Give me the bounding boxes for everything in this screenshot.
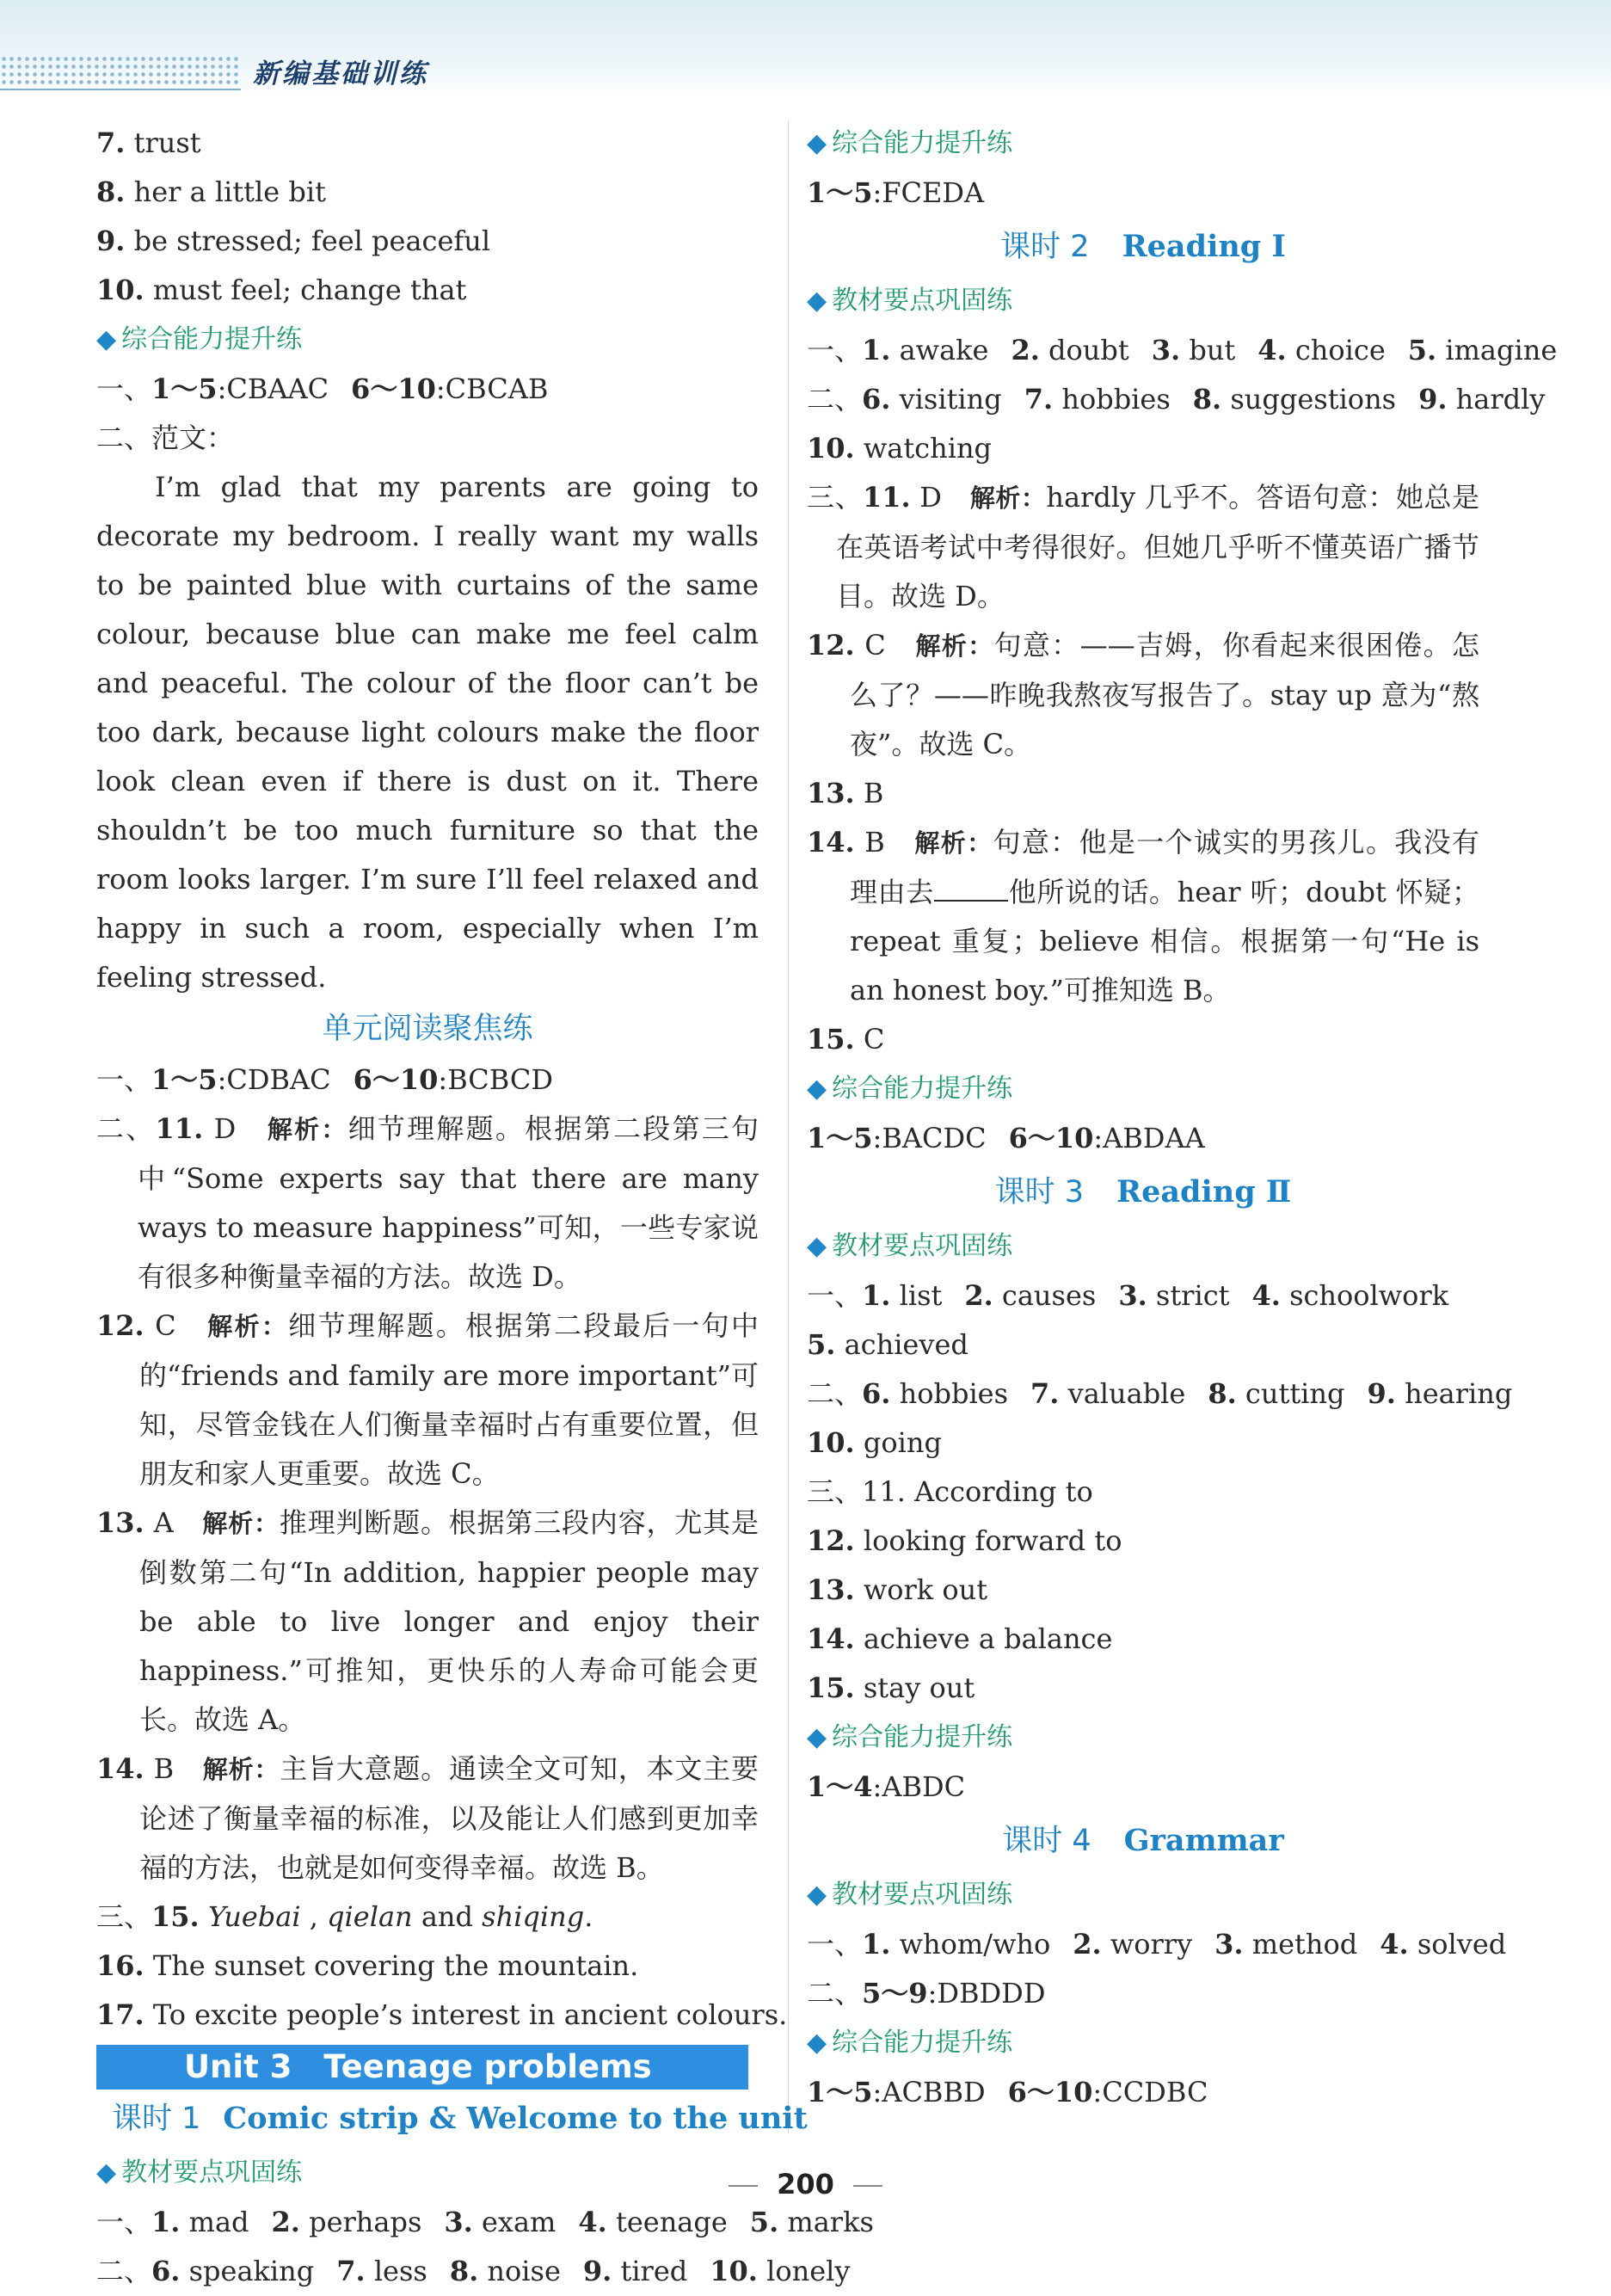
- answer-item: 3. method: [1214, 1928, 1358, 1961]
- answer-item: 4. choice: [1257, 334, 1386, 366]
- explanation-item: 14. B 解析：句意：他是一个诚实的男孩儿。我没有理由去 他所说的话。hear 听；doubt 怀疑；repeat 重复；believe 相信。根据第一句“He is an honest boy.”可推知选 B。: [807, 826, 1479, 1006]
- answer-item: 5. marks: [749, 2206, 874, 2238]
- answer-line: 一、1～5:CDBAC 6～10:BCBCD: [96, 1063, 554, 1096]
- answer-row: [807, 1271, 1479, 1320]
- fill-blank: [934, 876, 1008, 902]
- answer-line: 三、11. According to: [807, 1475, 1093, 1508]
- lesson-heading: 课时 4 Grammar: [1002, 1823, 1284, 1858]
- answer-line: 10. watching: [807, 432, 993, 465]
- answer-line: 15. stay out: [807, 1671, 975, 1704]
- answer-item: 3. strict: [1118, 1279, 1230, 1312]
- diamond-icon: ◆: [96, 2158, 117, 2188]
- answer-line: 8. her a little bit: [96, 175, 326, 208]
- explanation-item: 14. B 解析：主旨大意题。通读全文可知，本文主要论述了衡量幸福的标准，以及能让人们感到更加幸福的方法，也就是如何变得幸福。故选 B。: [96, 1752, 759, 1884]
- row-prefix: 一、: [807, 1928, 863, 1961]
- answer-row: [807, 326, 1558, 375]
- answer-item: 7. hobbies: [1024, 383, 1171, 415]
- answer-line: 二、5～9:DBDDD: [807, 1977, 1046, 2010]
- row-prefix: 二、: [807, 1377, 863, 1410]
- answer-row: [96, 2198, 874, 2247]
- answer-item: 2. causes: [964, 1279, 1097, 1312]
- answer-line: 10. must feel; change that: [96, 274, 467, 306]
- answer-item: 2. worry: [1073, 1928, 1193, 1961]
- answer-line: 三、15. Yuebai , qielan and shiqing.: [96, 1900, 593, 1933]
- page-number: 200: [0, 2168, 1611, 2201]
- answer-row: [96, 2247, 851, 2296]
- section-heading: ◆ 综合能力提升练: [807, 1722, 1013, 1752]
- header-rule: [0, 89, 241, 90]
- answer-row: [807, 375, 1546, 424]
- section-heading: ◆ 综合能力提升练: [807, 128, 1013, 158]
- explanation-item: 三、11. D 解析：hardly 几乎不。答语句意：她总是在英语考试中考得很好。但她几乎听不懂英语广播节目。故选 D。: [807, 481, 1479, 612]
- lesson-heading: 课时 1 Comic strip & Welcome to the unit: [112, 2101, 808, 2136]
- explanation-item: 13. A 解析：推理判断题。根据第三段内容，尤其是倒数第二句“In addition, happier people may be able to live longer and enjoy their happiness.”可推知，更快乐的人寿命可能会更长。故选 A。: [96, 1506, 759, 1736]
- explanation-item: 12. C 解析：细节理解题。根据第二段最后一句中的“friends and family are more important”可知，尽管金钱在人们衡量幸福时占有重要位置，但朋友和家人更重要。故选 C。: [96, 1309, 759, 1490]
- row-prefix: 一、: [807, 334, 863, 366]
- header-dot-pattern: [0, 55, 241, 84]
- diamond-icon: ◆: [807, 1231, 827, 1261]
- answer-line: 1～5:ACBBD 6～10:CCDBC: [807, 2076, 1208, 2108]
- lesson-heading: 课时 3 Reading Ⅱ: [994, 1174, 1292, 1210]
- section-heading: ◆ 综合能力提升练: [96, 324, 303, 354]
- answer-line: 13. work out: [807, 1573, 988, 1606]
- answer-item: 1. list: [862, 1279, 943, 1312]
- answer-item: 1. awake: [862, 334, 989, 366]
- answer-item: 7. less: [336, 2255, 427, 2287]
- model-essay: I’m glad that my parents are going to decorate my bedroom. I really want my walls to be painted blue with curtains of the same colour, because blue can make me feel calm and peaceful. The colour of the floor can’t be too dark, because light colours make the floor look clean even if there is dust on it. There shouldn’t be too much furniture so that the room looks larger. I’m sure I’ll feel relaxed and happy in such a room, especially when I’m feeling stressed.: [96, 471, 759, 994]
- explanation-item: 12. C 解析：句意：——吉姆，你看起来很困倦。怎么了？——昨晚我熬夜写报告了。stay up 意为“熬夜”。故选 C。: [807, 629, 1479, 760]
- diamond-icon: ◆: [807, 286, 827, 316]
- answer-item: 4. solved: [1380, 1928, 1507, 1961]
- diamond-icon: ◆: [807, 1880, 827, 1910]
- row-prefix: 二、: [96, 2255, 152, 2287]
- explanation-item: 二、11. D 解析：细节理解题。根据第二段第三句中“Some experts say that there are many ways to measure happiness”可知，一些专家说有很多种衡量幸福的方法。故选 D。: [96, 1112, 759, 1293]
- answer-item: 10. lonely: [710, 2255, 851, 2287]
- answer-item: 9. tired: [582, 2255, 688, 2287]
- answer-line: 16. The sunset covering the mountain.: [96, 1949, 639, 1982]
- answer-item: 3. exam: [444, 2206, 556, 2238]
- answer-line: 1～5:BACDC 6～10:ABDAA: [807, 1122, 1205, 1154]
- diamond-icon: ◆: [807, 1722, 827, 1752]
- answer-item: 2. perhaps: [271, 2206, 422, 2238]
- section-title: 单元阅读聚焦练: [322, 1012, 533, 1046]
- unit-title-bar: Unit 3 Teenage problems: [96, 2045, 748, 2090]
- row-prefix: 一、: [96, 2206, 152, 2238]
- column-divider: [788, 120, 789, 2133]
- answer-line: 10. going: [807, 1426, 942, 1459]
- answer-item: 1. whom/who: [862, 1928, 1051, 1961]
- answer-item: 8. suggestions: [1192, 383, 1397, 415]
- answer-line: 5. achieved: [807, 1328, 968, 1361]
- answer-item: 3. but: [1151, 334, 1236, 366]
- answer-row: [807, 1920, 1507, 1969]
- answer-line: 14. achieve a balance: [807, 1622, 1113, 1655]
- section-heading: ◆ 综合能力提升练: [807, 2028, 1013, 2058]
- answer-item: 2. doubt: [1011, 334, 1129, 366]
- answer-item: 4. schoolwork: [1251, 1279, 1449, 1312]
- answer-item: 8. cutting: [1208, 1377, 1345, 1410]
- answer-line: 7. trust: [96, 126, 201, 159]
- answer-line: 15. C: [807, 1023, 885, 1056]
- answer-item: 9. hearing: [1367, 1377, 1513, 1410]
- section-heading: ◆ 教材要点巩固练: [807, 1231, 1013, 1261]
- diamond-icon: ◆: [807, 1074, 827, 1104]
- answer-item: 4. teenage: [578, 2206, 728, 2238]
- answer-line: 9. be stressed; feel peaceful: [96, 225, 491, 257]
- right-column: [807, 119, 1558, 2117]
- answer-line: 12. looking forward to: [807, 1524, 1122, 1557]
- answer-line: 13. B: [807, 777, 884, 809]
- answer-line: 1～4:ABDC: [807, 1770, 966, 1803]
- section-heading: ◆ 综合能力提升练: [807, 1074, 1013, 1104]
- diamond-icon: ◆: [96, 324, 117, 354]
- essay-label: 二、范文：: [96, 422, 235, 454]
- answer-item: 6. speaking: [151, 2255, 315, 2287]
- lesson-heading: 课时 2 Reading Ⅰ: [1000, 229, 1286, 264]
- answer-item: 5. imagine: [1407, 334, 1558, 366]
- row-prefix: 一、: [807, 1279, 863, 1312]
- answer-item: 1. mad: [151, 2206, 249, 2238]
- answer-line: 17. To excite people’s interest in ancient colours.: [96, 1998, 788, 2031]
- answer-row: [807, 1370, 1513, 1419]
- row-prefix: 二、: [807, 383, 863, 415]
- answer-item: 6. visiting: [862, 383, 1002, 415]
- answer-item: 8. noise: [449, 2255, 561, 2287]
- header-band: [0, 0, 1611, 96]
- section-heading: ◆ 教材要点巩固练: [96, 2158, 303, 2188]
- answer-line: 一、1～5:CBAAC 6～10:CBCAB: [96, 372, 549, 405]
- diamond-icon: ◆: [807, 128, 827, 158]
- book-brand-title: 新编基础训练: [253, 58, 428, 89]
- answer-item: 7. valuable: [1030, 1377, 1186, 1410]
- diamond-icon: ◆: [807, 2028, 827, 2058]
- answer-item: 9. hardly: [1418, 383, 1546, 415]
- section-heading: ◆ 教材要点巩固练: [807, 286, 1013, 316]
- answer-line: 1～5:FCEDA: [807, 176, 985, 209]
- section-heading: ◆ 教材要点巩固练: [807, 1880, 1013, 1910]
- answer-item: 6. hobbies: [862, 1377, 1009, 1410]
